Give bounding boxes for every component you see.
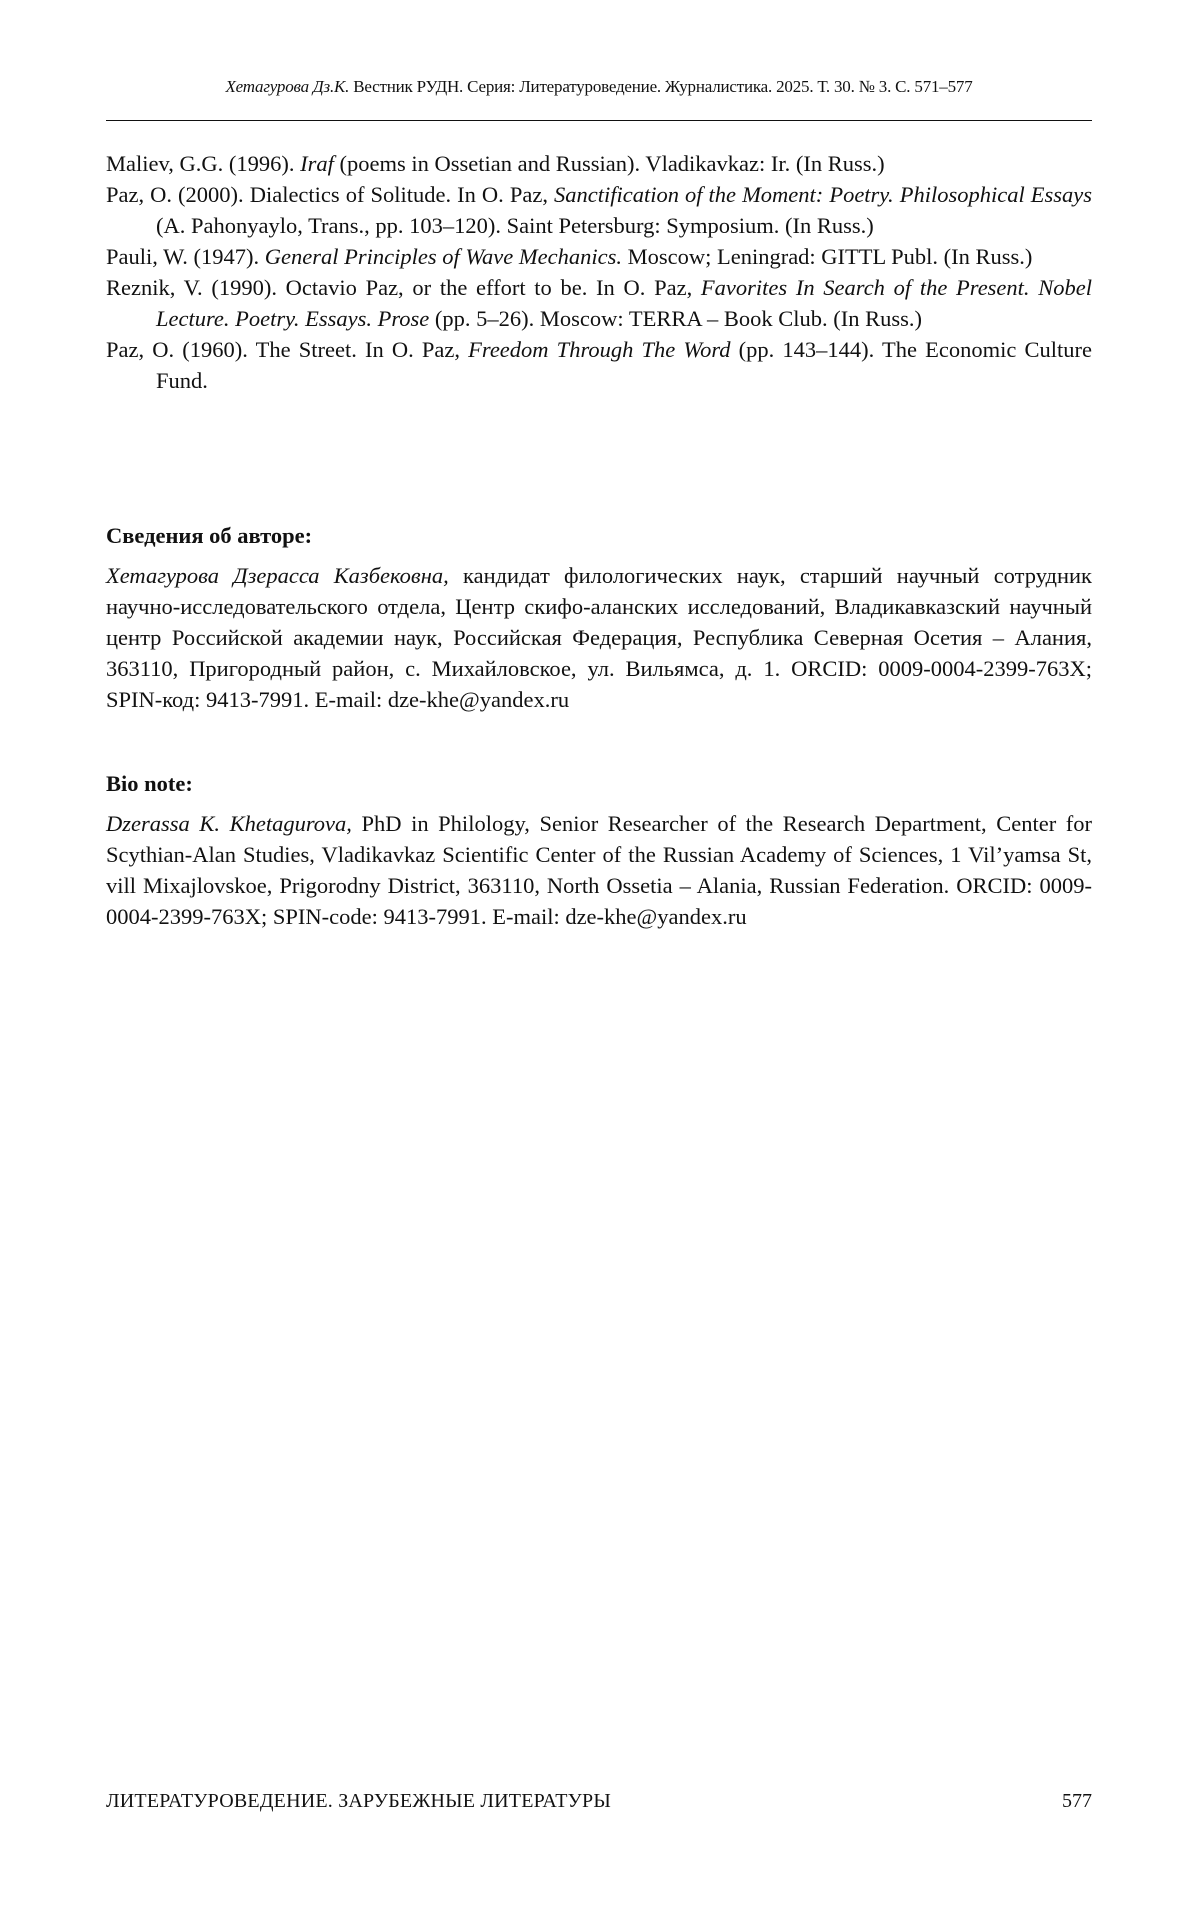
author-name-ru: Хетагурова Дзерасса Казбековна, [106, 563, 449, 588]
reference-text: Paz, O. (2000). Dialectics of Solitude. In O. Paz, [106, 182, 554, 207]
reference-text: Maliev, G.G. (1996). [106, 151, 300, 176]
header-journal: Вестник РУДН. Серия: Литературоведение. Журналистика. 2025. Т. 30. № 3. С. 571–577 [353, 77, 972, 96]
running-header [106, 76, 1092, 98]
reference-title: Sanctification of the Moment: Poetry. Philosophical Essays [554, 182, 1092, 207]
reference-title: General Principles of Wave Mechanics. [265, 244, 622, 269]
reference-text: (pp. 5–26). Moscow: TERRA – Book Club. (In Russ.) [429, 306, 922, 331]
reference-text: (poems in Ossetian and Russian). Vladikavkaz: Ir. (In Russ.) [334, 151, 885, 176]
reference-list [106, 148, 1092, 396]
reference-item [106, 241, 1092, 272]
header-author: Хетагурова Дз.К. [225, 77, 349, 96]
reference-text: (pp. 143–144). The Economic Culture Fund. [156, 337, 1092, 393]
bio-note-text: PhD in Philology, Senior Researcher of the Research Department, Center for Scythian-Alan Studies, Vladikavkaz Scientific Center of the Russian Academy of Sciences, 1 Vil’yamsa St, vill Mixajlovskoe, Prigorodny District, 363110, North Ossetia – Alania, Russian Federation. ORCID: 0009-0004-2399-763X; SPIN-code: 9413-7991. E-mail: dze-khe@yandex.ru [106, 811, 1092, 929]
reference-text: Moscow; Leningrad: GITTL Publ. (In Russ.) [622, 244, 1032, 269]
header-rule [106, 120, 1092, 121]
reference-text: Reznik, V. (1990). Octavio Paz, or the effort to be. In O. Paz, [106, 275, 701, 300]
author-info-text: кандидат филологических наук, старший научный сотрудник научно-исследовательского отдела, Центр скифо-аланских исследований, Владикавказский научный центр Российской академии наук, Российская Федерация, Республика Северная Осетия – Алания, 363110, Пригородный район, с. Михайловское, ул. Вильямса, д. 1. ORCID: 0009-0004-2399-763X; SPIN-код: 9413-7991. E-mail: dze-khe@yandex.ru [106, 563, 1092, 712]
reference-text: Pauli, W. (1947). [106, 244, 265, 269]
bio-note-en [106, 768, 1092, 932]
author-name-en: Dzerassa K. Khetagurova, [106, 811, 352, 836]
author-info-heading: Сведения об авторе: [106, 520, 1092, 551]
reference-title: Freedom Through The Word [468, 337, 730, 362]
bio-note-heading: Bio note: [106, 768, 1092, 799]
reference-title: Favorites In Search of the Present. Nobel Lecture. Poetry. Essays. Prose [156, 275, 1092, 331]
reference-text: Paz, O. (1960). The Street. In O. Paz, [106, 337, 468, 362]
author-info-ru [106, 520, 1092, 715]
page-number: 577 [1062, 1788, 1092, 1814]
reference-title: Iraf [300, 151, 334, 176]
reference-text: (A. Pahonyaylo, Trans., pp. 103–120). Saint Petersburg: Symposium. (In Russ.) [156, 213, 874, 238]
footer-section-title: ЛИТЕРАТУРОВЕДЕНИЕ. ЗАРУБЕЖНЫЕ ЛИТЕРАТУРЫ [106, 1788, 611, 1814]
bio-note-paragraph [106, 808, 1092, 932]
author-info-paragraph [106, 560, 1092, 715]
reference-item [106, 179, 1092, 241]
reference-item [106, 334, 1092, 396]
reference-item [106, 148, 1092, 179]
reference-item [106, 272, 1092, 334]
